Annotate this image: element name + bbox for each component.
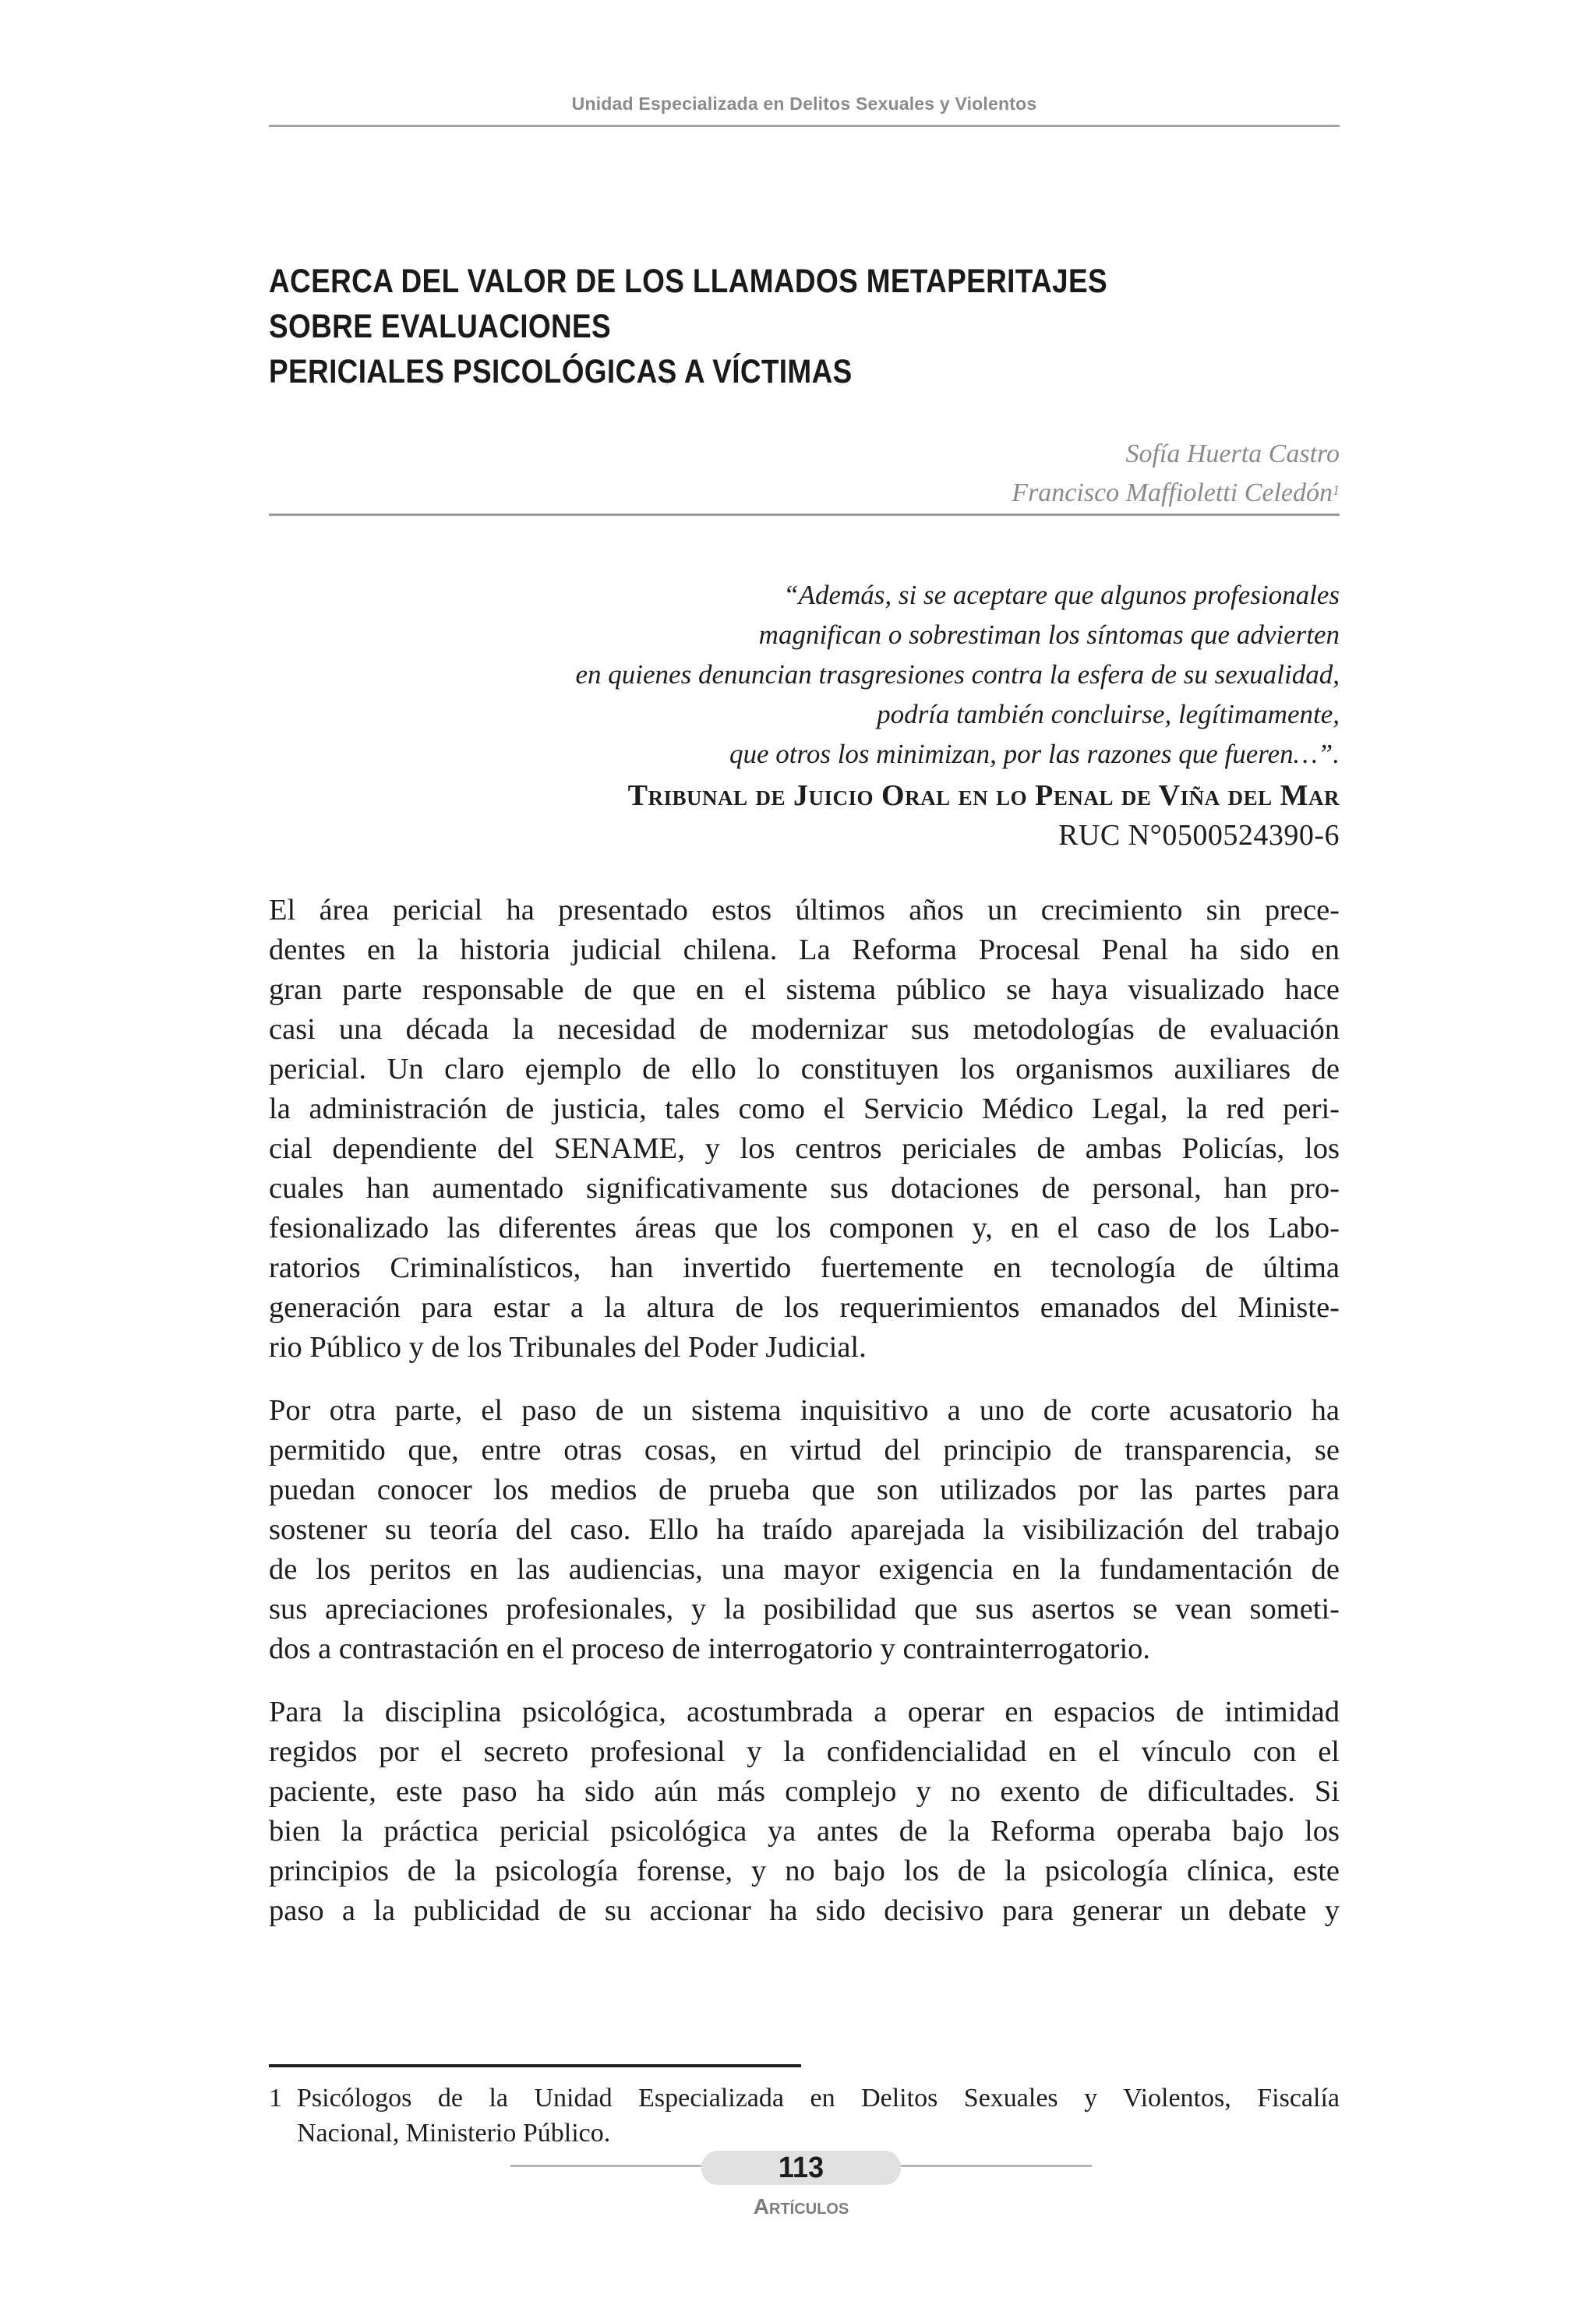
text-line: paciente, este paso ha sido aún más complejo y no exento de dificultades. Si bbox=[269, 1775, 1340, 1808]
text-line: rio Público y de los Tribunales del Poder Judicial. bbox=[269, 1331, 867, 1364]
footnote-number: 1 bbox=[269, 2084, 282, 2113]
page-number: 113 bbox=[701, 2151, 902, 2185]
epigraph-line: “Además, si se aceptare que algunos profesionales bbox=[783, 580, 1340, 610]
section-label: Artículos bbox=[753, 2194, 849, 2219]
text-line: dos a contrastación en el proceso de interrogatorio y contrainterrogatorio. bbox=[269, 1633, 1151, 1665]
authors bbox=[1012, 435, 1340, 513]
paragraph bbox=[269, 1391, 1340, 1669]
epigraph-line: magnifican o sobrestiman los síntomas que advierten bbox=[758, 619, 1340, 650]
epigraph-line: que otros los minimizan, por las razones que fueren…”. bbox=[729, 739, 1340, 769]
text-line: cial dependiente del SENAME, y los centros periciales de ambas Policías, los bbox=[269, 1132, 1340, 1165]
text-line: bien la práctica pericial psicológica ya antes de la Reforma operaba bajo los bbox=[269, 1815, 1340, 1848]
text-line: sostener su teoría del caso. Ello ha traído aparejada la visibilización del trabajo bbox=[269, 1513, 1340, 1546]
author-name bbox=[1012, 474, 1340, 513]
text-line: paso a la publicidad de su accionar ha sido decisivo para generar un debate y bbox=[269, 1894, 1340, 1927]
text-line: la administración de justicia, tales como el Servicio Médico Legal, la red peri- bbox=[269, 1092, 1340, 1125]
text-line: pericial. Un claro ejemplo de ello lo constituyen los organismos auxiliares de bbox=[269, 1053, 1340, 1085]
title-line: PERICIALES PSICOLÓGICAS A VÍCTIMAS bbox=[269, 353, 853, 390]
text-line: permitido que, entre otras cosas, en virtud del principio de transparencia, se bbox=[269, 1434, 1340, 1467]
footnote bbox=[269, 2081, 1340, 2151]
authors-rule bbox=[269, 514, 1340, 516]
paragraph bbox=[269, 891, 1340, 1368]
text-line: regidos por el secreto profesional y la confidencialidad en el vínculo con el bbox=[269, 1735, 1340, 1768]
text-line: generación para estar a la altura de los requerimientos emanados del Ministe- bbox=[269, 1291, 1340, 1324]
author-name: Sofía Huerta Castro bbox=[1125, 439, 1340, 468]
paragraph bbox=[269, 1693, 1340, 1931]
author-name-text: Francisco Maffioletti Celedón bbox=[1012, 478, 1333, 507]
footnote-rule bbox=[269, 2064, 801, 2067]
text-line: Por otra parte, el paso de un sistema inquisitivo a uno de corte acusatorio ha bbox=[269, 1394, 1340, 1427]
running-header: Unidad Especializada en Delitos Sexuales y Violentos bbox=[571, 94, 1037, 114]
text-line: dentes en la historia judicial chilena. La Reforma Procesal Penal ha sido en bbox=[269, 934, 1340, 966]
text-line: ratorios Criminalísticos, han invertido fuertemente en tecnología de última bbox=[269, 1251, 1340, 1284]
text-line: casi una década la necesidad de modernizar sus metodologías de evaluación bbox=[269, 1013, 1340, 1046]
article-title bbox=[269, 259, 1207, 394]
text-line: gran parte responsable de que en el sistema público se haya visualizado hace bbox=[269, 973, 1340, 1006]
header-rule bbox=[269, 125, 1340, 127]
text-line: cuales han aumentado significativamente sus dotaciones de personal, han pro- bbox=[269, 1172, 1340, 1205]
text-line: principios de la psicología forense, y no bajo los de la psicología clínica, este bbox=[269, 1855, 1340, 1887]
footnote-text bbox=[297, 2081, 1340, 2151]
text-line: de los peritos en las audiencias, una mayor exigencia en la fundamentación de bbox=[269, 1553, 1340, 1586]
text-line: sus apreciaciones profesionales, y la posibilidad que sus asertos se vean someti- bbox=[269, 1593, 1340, 1626]
footnote-line: Psicólogos de la Unidad Especializada en Delitos Sexuales y Violentos, Fiscalía bbox=[297, 2084, 1340, 2113]
title-line: ACERCA DEL VALOR DE LOS LLAMADOS METAPERITAJES SOBRE EVALUACIONES bbox=[269, 263, 1107, 345]
case-number: RUC N°0500524390-6 bbox=[1058, 819, 1340, 852]
article-body bbox=[269, 891, 1340, 1954]
epigraph-quote bbox=[576, 575, 1340, 774]
text-line: puedan conocer los medios de prueba que son utilizados por las partes para bbox=[269, 1474, 1340, 1506]
footnote-marker[interactable]: 1 bbox=[1333, 482, 1340, 498]
footnote-line: Nacional, Ministerio Público. bbox=[297, 2119, 611, 2148]
epigraph-attribution bbox=[628, 776, 1340, 856]
text-line: Para la disciplina psicológica, acostumbrada a operar en espacios de intimidad bbox=[269, 1696, 1340, 1728]
text-line: El área pericial ha presentado estos últimos años un crecimiento sin prece- bbox=[269, 894, 1340, 927]
court-name: Tribunal de Juicio Oral en lo Penal de Viña del Mar bbox=[627, 779, 1340, 812]
text-line: fesionalizado las diferentes áreas que los componen y, en el caso de los Labo- bbox=[269, 1212, 1340, 1244]
epigraph-line: podría también concluirse, legítimamente, bbox=[877, 699, 1340, 729]
epigraph-line: en quienes denuncian trasgresiones contra la esfera de su sexualidad, bbox=[575, 659, 1340, 690]
